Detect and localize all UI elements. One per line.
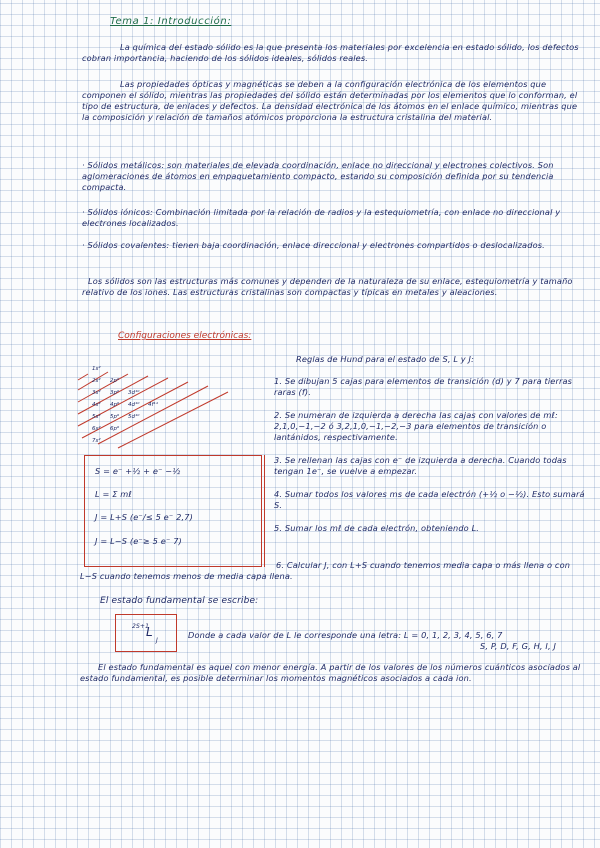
aufbau-arrow-8 <box>118 392 228 448</box>
aufbau-diagram <box>78 356 248 446</box>
orbital-label: 4s² <box>92 402 101 408</box>
orbital-label: 5s² <box>92 414 101 420</box>
hund-rule: 1. Se dibujan 5 cajas para elementos de transición (d) y 7 para tierras raras (f). <box>274 376 573 397</box>
hund-rule: 4. Sumar todos los valores ms de cada electrón (+½ o −½). Esto sumará S. <box>274 489 585 510</box>
intro-paragraph-2: Las propiedades ópticas y magnéticas se deben a la configuración electrónica de los elementos que componen el sólido, mientras las propiedades del sólido están determinadas por los elementos que lo conforman, el tipo de estructura, de enlaces y defectos. La densidad electrónica de los átomos en el enlace químico, mientras que la composición y relación de tamaños atómicos proporciona la estructura cristalina del material. <box>82 79 578 122</box>
term-symbol-box <box>115 614 177 652</box>
intro-paragraph-1: La química del estado sólido es la que presenta los materiales por excelencia en estado sólido, los defectos cobran importancia, haciendo de los sólidos ideales, sólidos reales. <box>82 42 579 63</box>
red-divider <box>264 455 265 567</box>
formula-j-plus: J = L+S (e⁻/≤ 5 e⁻ 2,7) <box>95 512 193 522</box>
hund-rule: 5. Sumar los mℓ de cada electrón, obteniendo L. <box>274 523 480 533</box>
orbital-label: 2s² <box>92 378 101 384</box>
hund-rule: 2. Se numeran de izquierda a derecha las cajas con valores de mℓ: 2,1,0,−1,−2 ó 3,2,1,0,−1,−2,−3 para elementos de transición o lantánidos, respectivamente. <box>274 410 558 442</box>
solids-summary: Los sólidos son las estructuras más comunes y dependen de la naturaleza de su enlace, estequiometría y tamaño relativo de los iones. Las estructuras cristalinas son compactas y típicas en metales y aleaciones. <box>82 276 573 297</box>
orbital-label: 6s² <box>92 426 101 432</box>
orbital-label: 3d¹⁰ <box>128 390 140 396</box>
ionic-solids-note: · Sólidos iónicos: Combinación limitada por la relación de radios y la estequiometría, con enlace no direccional y electrones localizados. <box>82 207 561 228</box>
orbital-label: 5d¹⁰ <box>128 414 140 420</box>
orbital-label: 4f¹⁴ <box>148 402 158 408</box>
formula-l: L = Σ mℓ <box>95 489 132 499</box>
orbital-label: 5p⁶ <box>110 414 120 420</box>
fundamental-state-label: El estado fundamental se escribe: <box>100 596 259 606</box>
formula-s: S = e⁻ +½ + e⁻ −½ <box>95 466 181 476</box>
aufbau-arrow-1 <box>78 374 88 380</box>
page-title: Tema 1: Introducción: <box>110 16 232 27</box>
section-title-configurations: Configuraciones electrónicas: <box>118 331 252 341</box>
orbital-label: 1s² <box>92 366 101 372</box>
term-symbol-j: J <box>156 637 158 644</box>
hund-rule-6: 6. Calcular J, con L+S cuando tenemos media capa o más llena o con L−S cuando tenemos menos de media capa llena. <box>80 560 571 581</box>
term-letters: S, P, D, F, G, H, I, J <box>480 641 557 651</box>
closing-paragraph: El estado fundamental es aquel con menor energía. A partir de los valores de los números cuánticos asociados al estado fundamental, es posible determinar los momentos magnéticos asociados a cada ion. <box>80 662 581 683</box>
hund-rule: 3. Se rellenan las cajas con e⁻ de izquierda a derecha. Cuando todas tengan 1e⁻, se vuelve a empezar. <box>274 455 567 476</box>
hund-rules-title: Reglas de Hund para el estado de S, L y J: <box>296 354 475 364</box>
term-letter-note: Donde a cada valor de L le corresponde una letra: L = 0, 1, 2, 3, 4, 5, 6, 7 <box>188 630 503 640</box>
formula-box <box>84 455 262 567</box>
term-symbol-multiplicity: 2S+1 <box>132 623 150 630</box>
formula-j-minus: J = L−S (e⁻≥ 5 e⁻ 7) <box>95 536 182 546</box>
metallic-solids-note: · Sólidos metálicos: son materiales de elevada coordinación, enlace no direccional y electrones colectivos. Son aglomeraciones de átomos en empaquetamiento compacto, estando su composición definida por su tendencia compacta. <box>82 160 554 192</box>
orbital-label: 2p⁶ <box>110 378 120 384</box>
orbital-label: 4d¹⁰ <box>128 402 140 408</box>
orbital-label: 6p⁶ <box>110 426 120 432</box>
covalent-solids-note: · Sólidos covalentes: tienen baja coordinación, enlace direccional y electrones compartidos o deslocalizados. <box>82 240 545 250</box>
aufbau-arrow-3 <box>78 374 128 402</box>
hund-rules-list <box>274 376 586 546</box>
orbital-label: 3s² <box>92 390 101 396</box>
orbital-label: 7s² <box>92 438 101 444</box>
term-symbol-l: L <box>146 625 153 639</box>
orbital-label: 3p⁶ <box>110 390 120 396</box>
orbital-label: 4p⁶ <box>110 402 120 408</box>
